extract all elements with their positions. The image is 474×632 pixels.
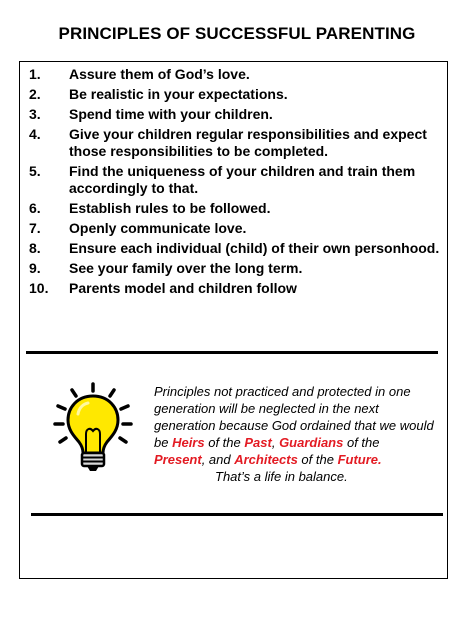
item-text: Establish rules to be followed.: [69, 200, 271, 216]
past-emphasis: Past: [244, 435, 272, 450]
item-number: 5.: [29, 163, 41, 179]
list-item: [29, 86, 444, 103]
quote-text-part: ,: [271, 435, 280, 450]
present-emphasis: Present: [154, 452, 202, 467]
quote-text: [154, 383, 434, 485]
item-number: 4.: [29, 126, 41, 142]
item-text: Give your children regular responsibilities and expect those responsibilities to be completed.: [69, 126, 427, 159]
list-item: [29, 106, 444, 123]
item-number: 9.: [29, 260, 41, 276]
item-number: 3.: [29, 106, 41, 122]
quote-text-part: , and: [201, 452, 235, 467]
item-text: Assure them of God’s love.: [69, 66, 250, 82]
list-item: [29, 163, 444, 197]
list-item: [29, 260, 444, 277]
light-bulb-icon: [52, 382, 134, 474]
list-item: [29, 280, 444, 297]
item-number: 6.: [29, 200, 41, 216]
list-item: [29, 200, 444, 217]
item-text: See your family over the long term.: [69, 260, 303, 276]
item-number: 2.: [29, 86, 41, 102]
divider-bottom: [31, 513, 443, 516]
quote-text-part: of the: [343, 435, 380, 450]
quote-text-part: of the: [204, 435, 245, 450]
list-item: [29, 66, 444, 83]
item-number: 7.: [29, 220, 41, 236]
item-text: Openly communicate love.: [69, 220, 247, 236]
item-text: Parents model and children follow: [69, 280, 297, 296]
quote-text-part: of the: [297, 452, 338, 467]
item-number: 8.: [29, 240, 41, 256]
heirs-emphasis: Heirs: [172, 435, 205, 450]
guardians-emphasis: Guardians: [279, 435, 344, 450]
item-text: Be realistic in your expectations.: [69, 86, 288, 102]
page-title: PRINCIPLES OF SUCCESSFUL PARENTING: [58, 24, 416, 43]
principles-list: [29, 66, 444, 300]
list-item: [29, 126, 444, 160]
item-number: 1.: [29, 66, 41, 82]
item-number: 10.: [29, 280, 49, 296]
list-item: [29, 240, 444, 257]
item-text: Ensure each individual (child) of their own personhood.: [69, 240, 440, 256]
item-text: Spend time with your children.: [69, 106, 273, 122]
item-text: Find the uniqueness of your children and train them accordingly to that.: [69, 163, 416, 196]
list-item: [29, 220, 444, 237]
quote-text-part: Principles not practiced and protected in one generation will be neglected in the next generation because God ordained that we would be: [154, 384, 434, 450]
future-emphasis: Future.: [337, 452, 382, 467]
quote-closing: That’s a life in balance.: [215, 469, 348, 484]
divider-top: [26, 351, 438, 354]
architects-emphasis: Architects: [234, 452, 298, 467]
